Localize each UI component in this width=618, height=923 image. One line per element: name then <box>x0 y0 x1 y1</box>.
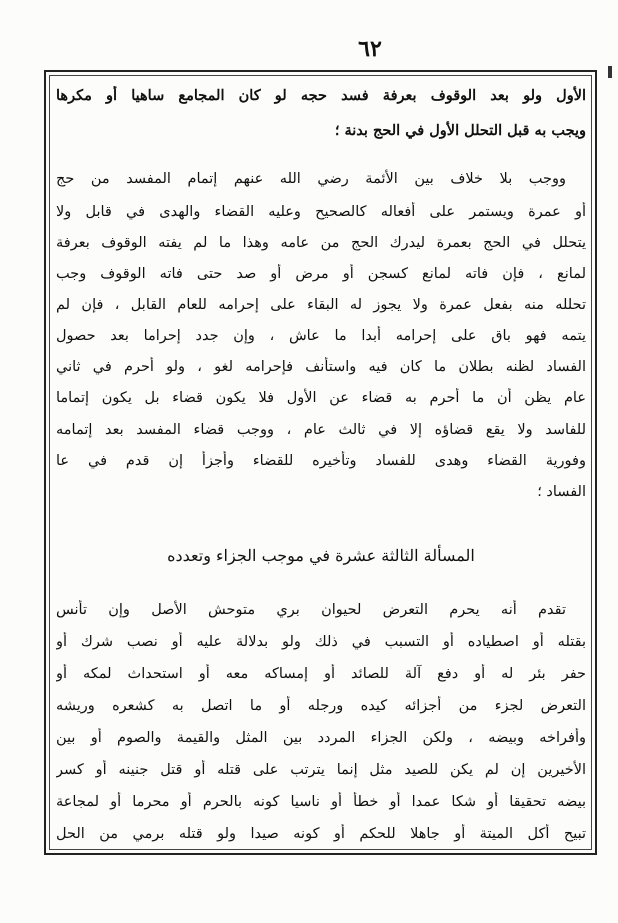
text-line: الأخيرين إن لم يكن للصيد مثل إنما يترتب على قتله أو قتل جنينه أو كسر <box>56 762 586 778</box>
text-line: تبيح أكل الميتة أو جاهلا للحكم أو كونه صيدا ولو قتله برمي من الحل <box>56 826 586 842</box>
text-line: يتحلل في الحج بعمرة ليدرك الحج من عامه وهذا ما لم يفته الوقوف بعرفة <box>56 235 586 251</box>
page-edge-mark <box>608 66 612 78</box>
text-line: ووجب بلا خلاف بين الأئمة رضي الله عنهم إتمام المفسد من حج <box>56 171 566 187</box>
section-heading: المسألة الثالثة عشرة في موجب الجزاء وتعدده <box>167 546 475 565</box>
text-line: حفر بئر له أو دفع آلة للصائد أو إمساكه معه أو استحداث لمكه أو <box>56 666 586 682</box>
page-number: ٦٢ <box>358 36 382 62</box>
text-line: يتمه فهو باق على إحرامه أبدا ما عاش ، وإن جدد إحراما بعد حصول <box>56 328 586 344</box>
text-line: بيضه تحقيقا أو شكا عمدا أو خطأ أو ناسيا كونه بالحرم أو محرما أو لمجاعة <box>56 794 586 810</box>
text-line: أو عمرة ويستمر على أفعاله كالصحيح وعليه القضاء والهدى في قابل ولا <box>56 204 586 220</box>
text-line: الفساد لظنه بطلان ما كان فيه واستأنف فإحرامه لغو ، ولو أحرم في ثاني <box>56 359 586 375</box>
text-line: وأفراخه وبيضه ، ولكن الجزاء المردد بين المثل والقيمة والصوم أو بين <box>56 730 586 746</box>
text-line: لمانع ، فإن فاته لمانع كسجن أو مرض أو صد حتى فاته الوقوف وجب <box>56 266 586 282</box>
text-line: بقتله أو اصطياده أو التسبب في ذلك ولو بدلالة عليه أو نصب شرك أو <box>56 634 586 650</box>
text-line: عام يظن أن ما أحرم به قضاء عن الأول فلا يكون قضاء بل يكون إتماما <box>56 390 586 406</box>
text-line: الأول ولو بعد الوقوف بعرفة فسد حجه لو كان المجامع ساهيا أو مكرها <box>56 87 586 104</box>
text-line: تحلله منه بفعل عمرة ولا يجوز له البقاء على إحرامه للعام القابل ، فإن لم <box>56 297 586 313</box>
text-line: للفاسد ولا يقع قضاؤه إلا في ثالث عام ، ووجب قضاء المفسد بعد إتمامه <box>56 422 586 438</box>
text-line: وفورية القضاء وهدى للفساد وتأخيره للقضاء وأجزأ إن قدم في عا <box>56 453 586 469</box>
text-line: التعرض لجزء من أجزائه كيده ورجله أو ما اتصل به كشعره وريشه <box>56 698 586 714</box>
text-line: الفساد ؛ <box>537 484 586 500</box>
text-line: تقدم أنه يحرم التعرض لحيوان بري متوحش الأصل وإن تأنس <box>56 602 566 618</box>
text-line: ويجب به قبل التحلل الأول في الحج بدنة ؛ <box>334 122 586 139</box>
